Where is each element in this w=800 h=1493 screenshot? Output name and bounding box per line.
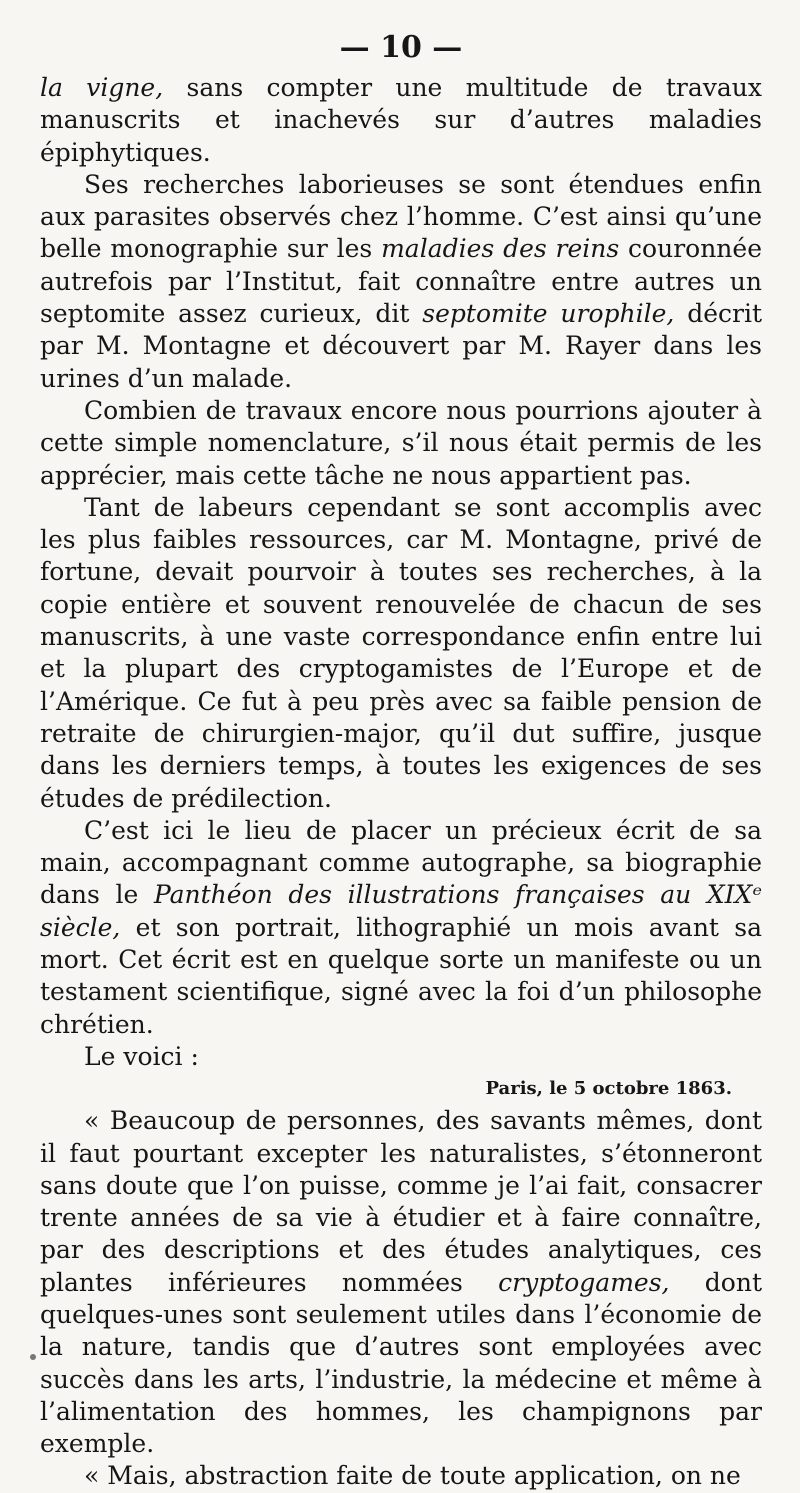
paragraph-p6	[40, 1041, 762, 1073]
text-span: sans compter une multitude de travaux manuscrits et inachevés sur d’autres maladies épiphytiques.	[40, 73, 763, 167]
page-speck	[30, 1354, 36, 1360]
text-span: C’est ici le lieu de placer un précieux écrit de sa main, accompagnant comme autographe, sa biographie dans le	[40, 815, 762, 910]
text-span: Le voici :	[84, 1041, 199, 1071]
text-span: couronnée autrefois par l’Institut, fait connaître entre autres un septomite assez curieux, dit	[40, 234, 762, 329]
paragraph-p3	[40, 395, 762, 492]
italic-text: maladies des reins	[381, 234, 620, 264]
text-span: « Beaucoup de personnes, des savants mêmes, dont il faut pourtant excepter les naturalistes, s’étonneront sans doute que l’on puisse, comme je l’ai fait, consacrer trente années de sa vie à étudier et à faire connaître, par des descriptions et des études analytiques, ces plantes inférieures nommées	[40, 1106, 762, 1297]
text-span: et son portrait, lithographié un mois avant sa mort. Cet écrit est en quelque sorte un manifeste ou un testament scientifique, signé avec la foi d’un philosophe chrétien.	[40, 912, 762, 1039]
book-page	[40, 28, 762, 1493]
text-span: Tant de labeurs cependant se sont accomplis avec les plus faibles ressources, car M. Montagne, privé de fortune, devait pourvoir à toutes ses recherches, à la copie entière et souvent renouvelée de chacun de ses manuscrits, à une vaste correspondance enfin entre lui et la plupart des cryptogamistes de l’Europe et de l’Amérique. Ce fut à peu près avec sa faible pension de retraite de chirurgien-major, qu’il dut suffire, jusque dans les derniers temps, à toutes les exigences de ses études de prédilection.	[40, 492, 762, 813]
paragraph-p5	[40, 815, 762, 1041]
text-span: décrit par M. Montagne et découvert par M. Rayer dans les urines d’un malade.	[40, 299, 763, 393]
italic-text: cryptogames,	[498, 1267, 670, 1297]
paragraph-p4	[40, 492, 762, 815]
text-span: Ses recherches laborieuses se sont étendues enfin aux parasites observés chez l’homme. C’est ainsi qu’une belle monographie sur les	[40, 169, 762, 264]
body-text	[40, 72, 762, 1073]
paragraph-p2	[40, 169, 762, 395]
italic-text: septomite urophile,	[422, 299, 675, 329]
italic-text: la vigne,	[40, 73, 164, 102]
paragraph-p1	[40, 72, 762, 169]
text-span: « Mais, abstraction faite de toute application, on ne	[84, 1461, 741, 1491]
quoted-text	[40, 1105, 762, 1493]
paragraph-q1	[40, 1105, 762, 1460]
text-span: Combien de travaux encore nous pourrions ajouter à cette simple nomenclature, s’il nous était permis de les apprécier, mais cette tâche ne nous appartient pas.	[40, 395, 762, 490]
italic-text: Panthéon des illustrations françaises au XIXᵉ siècle,	[40, 880, 762, 942]
dateline: Paris, le 5 octobre 1863.	[485, 1078, 732, 1100]
page-number: — 10 —	[339, 30, 463, 65]
text-span: dont quelques-unes sont seulement utiles dans l’économie de la nature, tandis que d’autres sont employées avec succès dans les arts, l’industrie, la médecine et même à l’alimentation des hommes, les champignons par exemple.	[40, 1267, 763, 1459]
paragraph-q2	[40, 1460, 762, 1492]
